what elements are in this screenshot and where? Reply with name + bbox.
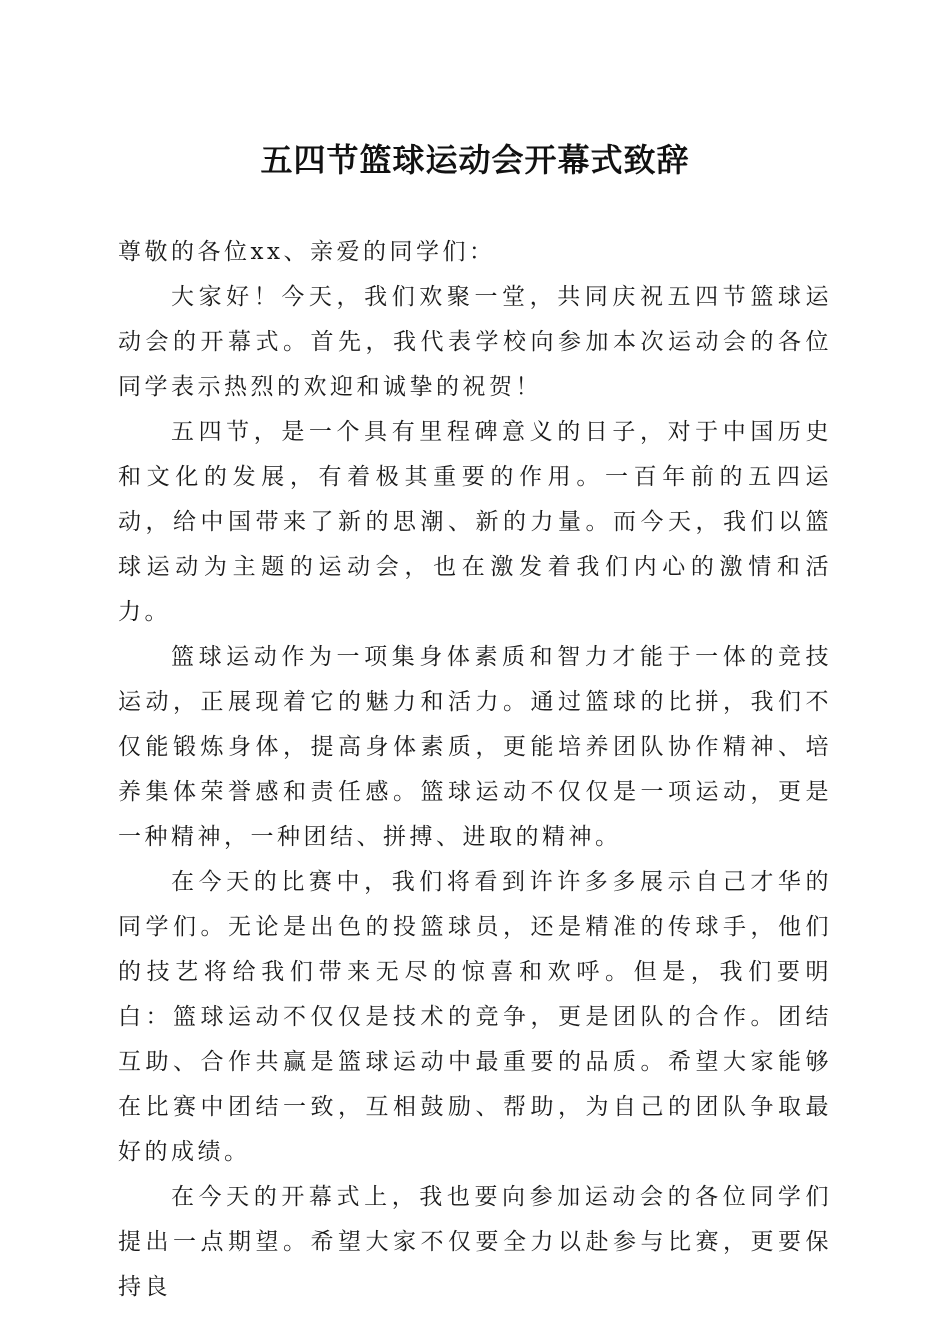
paragraph-may-fourth: 五四节，是一个具有里程碑意义的日子，对于中国历史和文化的发展，有着极其重要的作用。一百年前的五四运动，给中国带来了新的思潮、新的力量。而今天，我们以篮球运动为主题的运动会，也在激发着我们内心的激情和活力。 [118, 419, 832, 625]
document-body [118, 230, 832, 1310]
paragraph-teamwork: 在今天的比赛中，我们将看到许许多多展示自己才华的同学们。无论是出色的投篮球员，还是精准的传球手，他们的技艺将给我们带来无尽的惊喜和欢呼。但是，我们要明白：篮球运动不仅仅是技术的竞争，更是团队的合作。团结互助、合作共赢是篮球运动中最重要的品质。希望大家能够在比赛中团结一致，互相鼓励、帮助，为自己的团队争取最好的成绩。 [118, 869, 832, 1165]
document-title: 五四节篮球运动会开幕式致辞 [260, 141, 690, 179]
paragraph-greeting: 大家好！今天，我们欢聚一堂，共同庆祝五四节篮球运动会的开幕式。首先，我代表学校向参加本次运动会的各位同学表示热烈的欢迎和诚挚的祝贺！ [118, 284, 832, 400]
paragraph-expectations: 在今天的开幕式上，我也要向参加运动会的各位同学们提出一点期望。希望大家不仅要全力以赴参与比赛，更要保持良 [118, 1184, 832, 1300]
salutation: 尊敬的各位xx、亲爱的同学们： [118, 239, 496, 265]
paragraph-basketball-spirit: 篮球运动作为一项集身体素质和智力才能于一体的竞技运动，正展现着它的魅力和活力。通过篮球的比拼，我们不仅能锻炼身体，提高身体素质，更能培养团队协作精神、培养集体荣誉感和责任感。篮球运动不仅仅是一项运动，更是一种精神，一种团结、拼搏、进取的精神。 [118, 644, 832, 850]
